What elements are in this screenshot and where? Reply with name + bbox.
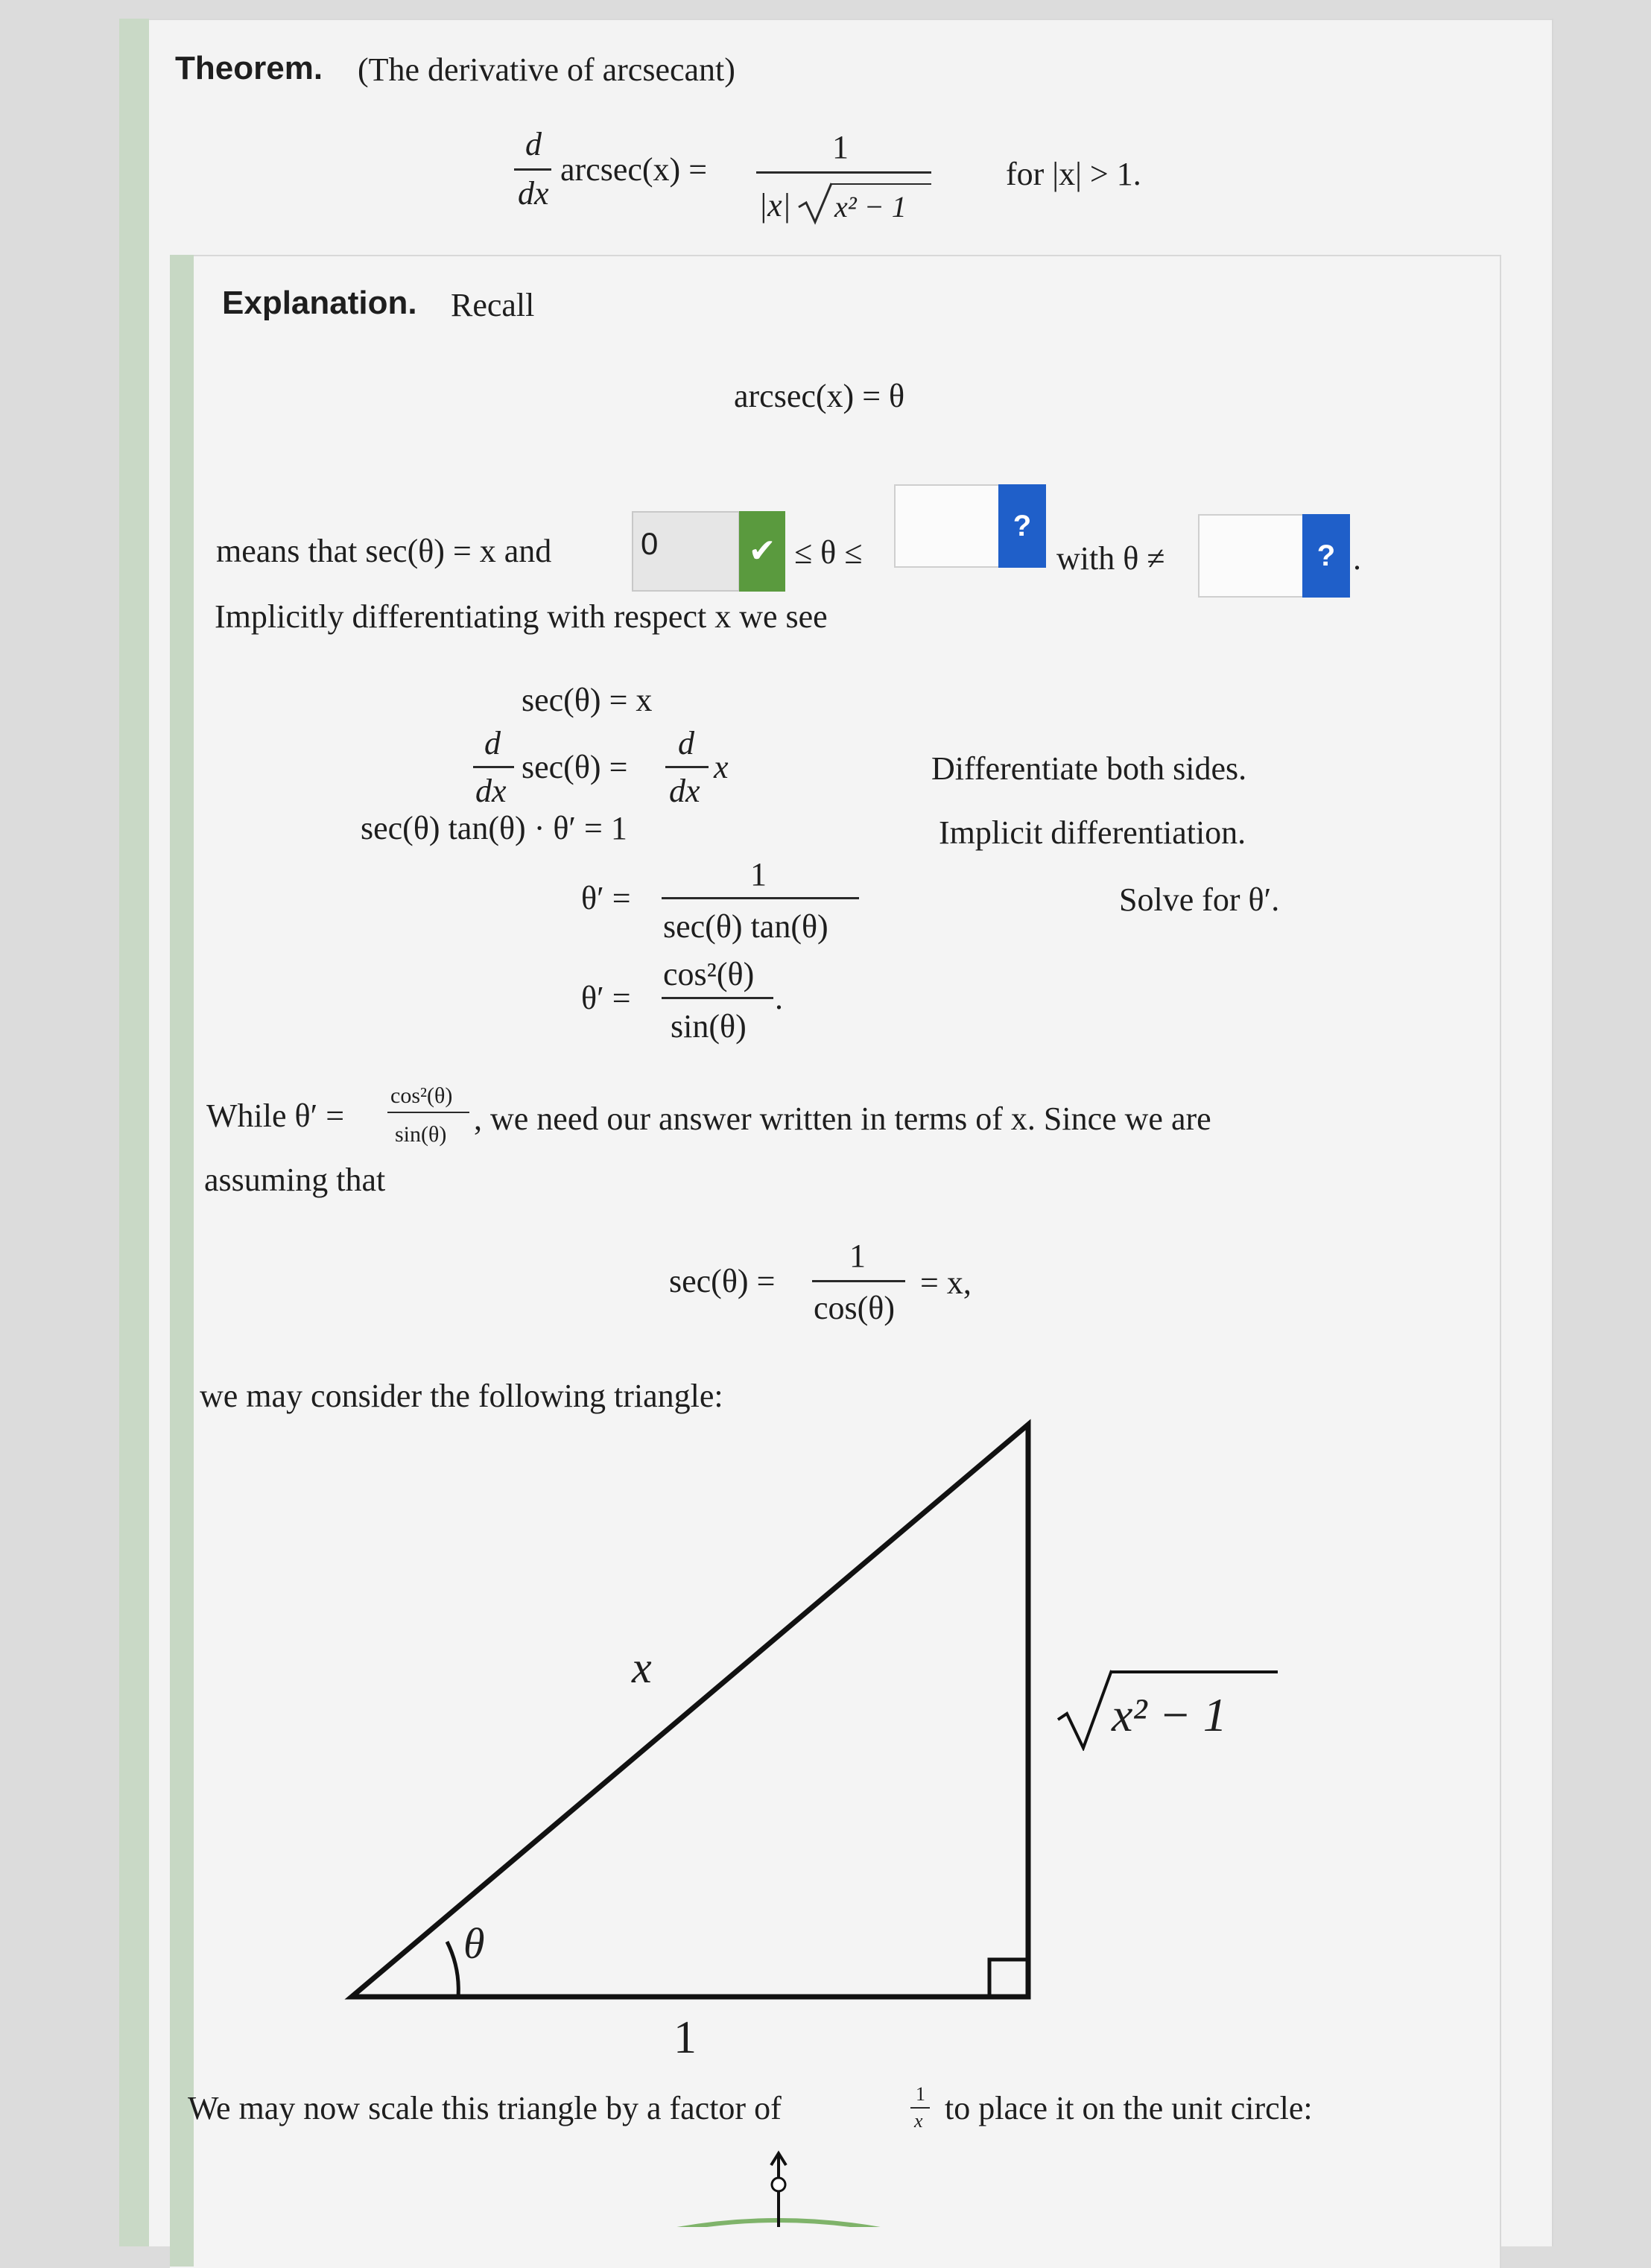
theorem-heading: Theorem. — [175, 50, 323, 86]
scale-frac-num: 1 — [916, 2083, 925, 2105]
theorem-rhs-numerator: 1 — [832, 129, 849, 165]
derivation-line-3: sec(θ) tan(θ) · θ′ = 1 — [361, 810, 627, 846]
assuming-text: assuming that — [204, 1162, 386, 1198]
theorem-rhs-fraction-bar — [756, 171, 931, 174]
theorem-subtitle: (The derivative of arcsecant) — [358, 51, 735, 88]
means-text: means that sec(θ) = x and — [216, 533, 552, 569]
theorem-accent-bar — [119, 19, 149, 2246]
triangle-vertical-label: x² − 1 — [1112, 1688, 1227, 1741]
answer-lower-bound-input[interactable]: 0 — [632, 511, 740, 592]
answer-excluded-value-input[interactable] — [1198, 514, 1304, 598]
unit-circle-diagram — [522, 2146, 1043, 2227]
derivation-line-2-dx-right: dx — [669, 773, 700, 809]
check-icon[interactable]: ✔ — [739, 511, 785, 592]
theorem-sqrt-icon — [797, 182, 834, 225]
answer-upper-bound-input[interactable] — [894, 484, 1000, 568]
derivation-line-4-bar — [662, 897, 859, 899]
theorem-right-border — [1552, 19, 1553, 2246]
explanation-recall: Recall — [451, 287, 535, 323]
theorem-d-numerator: d — [525, 126, 542, 162]
explanation-accent-bar — [170, 255, 194, 2267]
scale-suffix: to place it on the unit circle: — [945, 2090, 1313, 2126]
while-frac-bar — [387, 1112, 469, 1113]
while-prefix: While θ′ = — [206, 1097, 345, 1134]
derivation-line-2-bar-left — [473, 766, 514, 768]
derivation-note-solve: Solve for θ′. — [1119, 881, 1280, 918]
derivation-line-4-den: sec(θ) tan(θ) — [663, 908, 828, 945]
triangle-sqrt-icon — [1056, 1667, 1116, 1751]
derivation-line-5-lhs: θ′ = — [581, 980, 631, 1016]
theorem-condition: for |x| > 1. — [1006, 156, 1141, 192]
derivation-line-5-num: cos²(θ) — [663, 956, 755, 992]
explanation-heading: Explanation. — [222, 285, 417, 321]
right-triangle-diagram — [343, 1416, 1051, 2027]
theorem-top-border — [149, 19, 1553, 20]
triangle-hypotenuse-label: x — [632, 1643, 652, 1692]
derivation-line-5-bar — [662, 997, 773, 999]
arcsec-definition: arcsec(x) = θ — [734, 378, 905, 414]
derivation-line-5-den: sin(θ) — [671, 1008, 747, 1045]
theorem-rhs-sqrt-content: x² − 1 — [834, 190, 907, 224]
sec-eq-num: 1 — [849, 1238, 866, 1274]
triangle-angle-label: θ — [463, 1919, 485, 1968]
period: . — [1353, 540, 1361, 577]
sec-eq-rhs: = x, — [920, 1264, 972, 1301]
while-frac-den: sin(θ) — [395, 1122, 447, 1147]
derivation-line-2-d: d — [484, 725, 501, 761]
theorem-rhs-abs-x: |x| — [758, 187, 791, 224]
derivation-line-2-sec: sec(θ) = — [522, 749, 628, 785]
with-theta-text: with θ ≠ — [1056, 540, 1165, 577]
sec-eq-den: cos(θ) — [814, 1290, 896, 1326]
derivation-note-differentiate: Differentiate both sides. — [931, 750, 1247, 787]
derivation-line-2-d-right: d — [678, 725, 694, 761]
theorem-arcsec-lhs: arcsec(x) = — [560, 151, 708, 188]
derivation-line-2-dx: dx — [475, 773, 507, 809]
derivation-line-1: sec(θ) = x — [522, 682, 653, 718]
scale-frac-den: x — [914, 2110, 923, 2132]
triangle-intro: we may consider the following triangle: — [200, 1378, 723, 1414]
scale-frac-bar — [910, 2107, 930, 2109]
derivation-line-4-num: 1 — [750, 856, 767, 893]
while-frac-num: cos²(θ) — [390, 1083, 453, 1108]
theorem-deriv-fraction-bar — [514, 168, 551, 171]
derivation-line-2-x: x — [714, 749, 729, 785]
derivation-line-5-dot: . — [775, 980, 783, 1016]
sec-eq-lhs: sec(θ) = — [669, 1263, 776, 1299]
triangle-base-label: 1 — [674, 2012, 697, 2063]
derivation-note-implicit: Implicit differentiation. — [939, 814, 1246, 851]
help-button-upper[interactable]: ? — [998, 484, 1046, 568]
derivation-line-2-bar-right — [665, 766, 709, 768]
derivation-line-4-lhs: θ′ = — [581, 880, 631, 916]
theorem-sqrt-bar — [831, 183, 931, 185]
scale-prefix: We may now scale this triangle by a factor of — [188, 2090, 782, 2126]
while-suffix: , we need our answer written in terms of x. Since we are — [474, 1100, 1211, 1137]
triangle-sqrt-bar — [1110, 1670, 1278, 1673]
help-button-excluded[interactable]: ? — [1302, 514, 1350, 598]
theorem-dx-denominator: dx — [518, 175, 549, 212]
sec-eq-bar — [812, 1280, 905, 1282]
implicit-diff-text: Implicitly differentiating with respect x we see — [215, 598, 828, 635]
leq-theta-text: ≤ θ ≤ — [794, 534, 863, 571]
